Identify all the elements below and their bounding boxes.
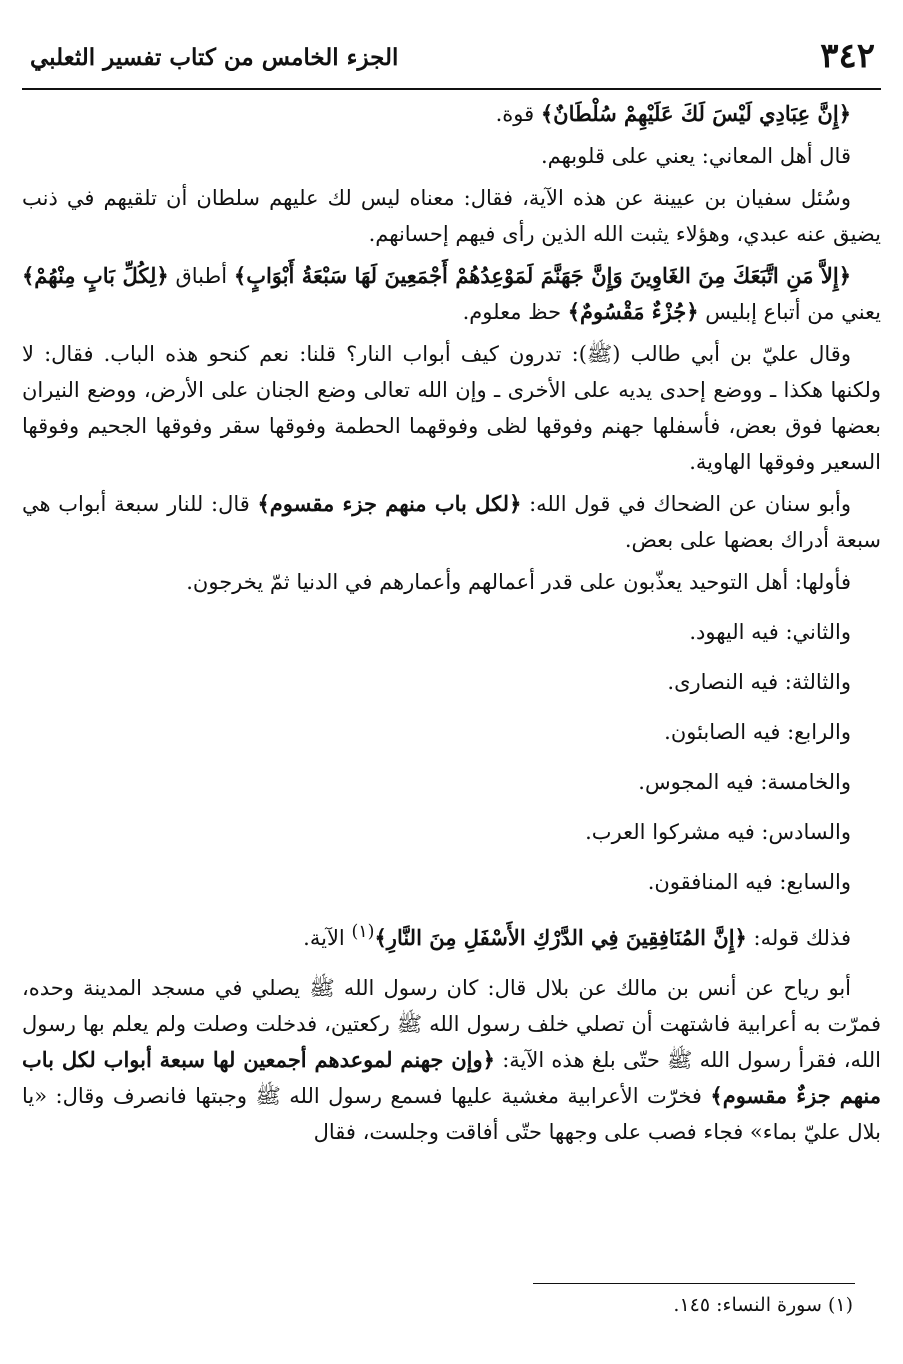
text-segment: وسُئل سفيان بن عيينة عن هذه الآية، فقال: معناه ليس لك عليهم سلطان أن تلقيهم في ذنب يضيق عنه عبدي، وهؤلاء يثبت الله الذين رأى فيهم إحسانهم. — [22, 186, 881, 246]
quran-verse: ﴿لِكُلِّ بَابٍ مِنْهُمْ﴾ — [22, 263, 169, 288]
list-item: والثاني: فيه اليهود. — [689, 620, 851, 644]
paragraph-p3 — [22, 180, 881, 252]
paragraph-p5 — [22, 336, 881, 480]
main-text — [22, 96, 881, 1156]
footnote-divider — [533, 1283, 855, 1284]
text-segment: وقال عليّ بن أبي طالب (ﷺ): تدرون كيف أبواب النار؟ قلنا: نعم كنحو هذه الباب. فقال: لا ولكنها هكذا ـ ووضع إحدى يديه على الأخرى ـ وإن الله تعالى وضع الجنان على الأرض، ووضع النيران بعضها فوق بعض، فأسفلها جهنم وفوقها لظى وفوقهما الحطمة وفوقها سقر وفوقها الجحيم وفوقها السعير وفوقها الهاوية. — [22, 342, 882, 474]
paragraph-p2 — [22, 138, 881, 174]
text-segment: قال: للنار سبعة أبواب هي سبعة أدراك بعضها على بعض. — [22, 492, 881, 552]
quran-verse: ﴿إِلاَّ مَنِ اتَّبَعَكَ مِنَ الغَاوِينَ وَإِنَّ جَهَنَّمَ لَمَوْعِدُهُمْ أَجْمَعِينَ لَهَا سَبْعَةُ أَبْوَابٍ﴾ — [233, 263, 852, 288]
footnote-number: (١) — [827, 1294, 853, 1316]
text-segment: حظ معلوم. — [462, 300, 568, 324]
list-item: والخامسة: فيه المجوس. — [638, 770, 851, 794]
page-header — [22, 30, 881, 90]
paragraph-p4 — [22, 258, 881, 330]
text-segment: فذلك قوله: — [746, 926, 851, 950]
text-segment: قال أهل المعاني: يعني على قلوبهم. — [540, 144, 851, 168]
list-item: والسابع: فيه المنافقون. — [647, 870, 851, 894]
text-segment: وأبو سنان عن الضحاك في قول الله: — [521, 492, 852, 516]
page-number: ٣٤٢ — [820, 36, 875, 76]
quran-verse: ﴿إِنَّ المُنَافِقِينَ فِي الدَّرْكِ الأَسْفَلِ مِنَ النَّارِ﴾ — [374, 925, 747, 950]
paragraph-last — [22, 970, 881, 1150]
list-item: والسادس: فيه مشركوا العرب. — [585, 820, 851, 844]
footnote-text: سورة النساء: ١٤٥. — [673, 1294, 822, 1316]
text-segment: فخرّت الأعرابية مغشية عليها فسمع رسول الله ﷺ وجبتها فانصرف وقال: «يا بلال عليّ بماء» فجاء فصب على وجهها حتّى أفاقت وجلست، فقال — [22, 1084, 881, 1144]
running-title: الجزء الخامس من كتاب تفسير الثعلبي — [30, 44, 399, 71]
quran-verse: ﴿إِنَّ عِبَادِي لَيْسَ لَكَ عَلَيْهِمْ سُلْطَانٌ﴾ — [540, 101, 851, 126]
text-segment: أطباق — [168, 264, 234, 288]
quran-verse: ﴿جُزْءٌ مَقْسُومٌ﴾ — [567, 299, 699, 324]
closing-verse-line — [22, 914, 881, 956]
text-segment: الآية. — [303, 926, 352, 950]
text-segment: يعني من أتباع إبليس — [698, 300, 881, 324]
paragraph-p6 — [22, 486, 881, 558]
footnote — [673, 1294, 853, 1316]
quran-verse: ﴿وإن جهنم لموعدهم أجمعين لها سبعة أبواب لكل باب منهم جزءٌ مقسوم﴾ — [22, 1047, 881, 1108]
paragraph-p1 — [22, 96, 881, 132]
list-item: والرابع: فيه الصابئون. — [664, 720, 851, 744]
text-segment: قوة. — [495, 102, 541, 126]
text-segment: أبو رياح عن أنس بن مالك عن بلال قال: كان رسول الله ﷺ يصلي في مسجد المدينة وحده، فمرّت به أعرابية فاشتهت أن تصلي خلف رسول الله ﷺ ركعتين، فدخلت وصلت ولم يعلم بها رسول الله، فقرأ رسول الله ﷺ حتّى بلغ هذه الآية: — [22, 976, 881, 1072]
list-item: فأولها: أهل التوحيد يعذّبون على قدر أعمالهم وأعمارهم في الدنيا ثمّ يخرجون. — [186, 570, 851, 594]
list-item: والثالثة: فيه النصارى. — [667, 670, 851, 694]
footnote-ref: (١) — [351, 922, 375, 942]
quran-verse: ﴿لكل باب منهم جزء مقسوم﴾ — [257, 491, 522, 516]
